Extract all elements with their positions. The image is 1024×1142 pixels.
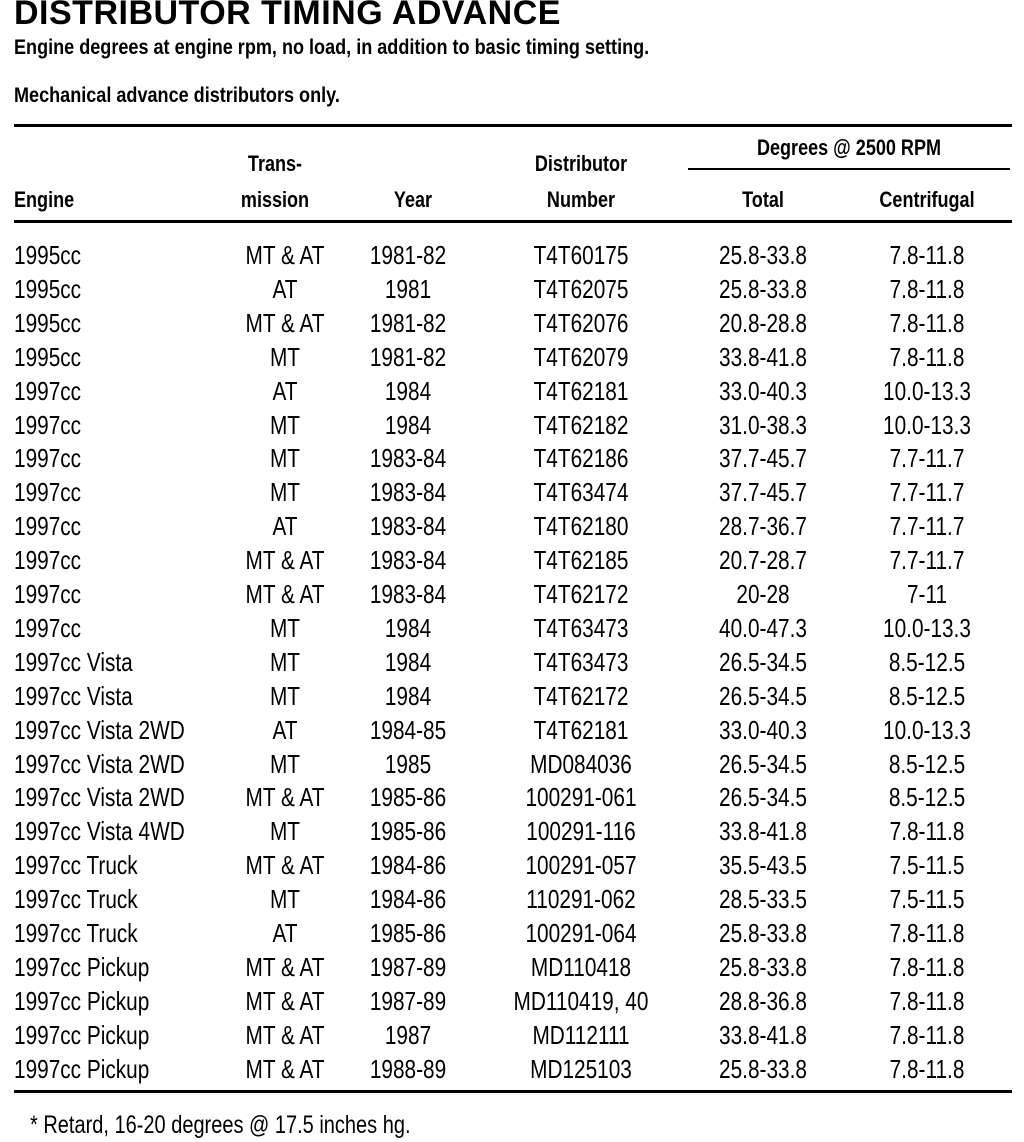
- cell-distributor-number: T4T63473: [533, 646, 629, 677]
- cell-engine: 1995cc: [14, 341, 82, 372]
- cell-engine: 1997cc Truck: [14, 918, 138, 948]
- cell-distributor-number: T4T62182: [533, 409, 629, 440]
- header-engine: Engine: [14, 187, 75, 212]
- cell-engine: 1997cc Pickup: [14, 1019, 150, 1050]
- cell-year: 1984-86: [369, 850, 447, 881]
- cell-distributor-number: 100291-064: [525, 918, 637, 948]
- cell-total-degrees: 20.8-28.8: [719, 307, 807, 338]
- cell-distributor-number: T4T62181: [533, 375, 629, 406]
- cell-year: 1985-86: [369, 816, 447, 847]
- cell-year: 1981-82: [369, 307, 447, 338]
- cell-centrifugal-degrees: 8.5-12.5: [888, 782, 966, 813]
- cell-total-degrees: 33.0-40.3: [719, 714, 807, 745]
- header-centrifugal: Centrifugal: [879, 187, 975, 212]
- cell-total-degrees: 20.7-28.7: [719, 545, 807, 576]
- header-distributor-line2: Number: [546, 187, 616, 212]
- cell-total-degrees: 25.8-33.8: [719, 273, 807, 304]
- cell-total-degrees: 26.5-34.5: [719, 748, 807, 779]
- cell-distributor-number: T4T62181: [533, 714, 629, 745]
- cell-transmission: MT: [269, 748, 301, 779]
- cell-engine: 1997cc: [14, 579, 82, 609]
- cell-engine: 1997cc: [14, 511, 82, 542]
- cell-transmission: MT: [269, 680, 301, 711]
- cell-centrifugal-degrees: 7.8-11.8: [889, 307, 965, 338]
- cell-centrifugal-degrees: 7-11: [906, 579, 948, 609]
- cell-year: 1985-86: [369, 782, 447, 813]
- cell-total-degrees: 33.8-41.8: [719, 816, 807, 847]
- cell-centrifugal-degrees: 10.0-13.3: [883, 612, 971, 643]
- cell-distributor-number: MD125103: [530, 1053, 632, 1084]
- cell-transmission: MT & AT: [245, 985, 325, 1016]
- table-row: [0, 950, 1024, 984]
- header-year: Year: [393, 187, 433, 212]
- cell-year: 1984: [384, 612, 432, 643]
- cell-year: 1983-84: [369, 511, 447, 542]
- cell-centrifugal-degrees: 7.8-11.8: [889, 985, 965, 1016]
- header-rule: [14, 220, 1012, 223]
- table-row: [0, 543, 1024, 577]
- cell-engine: 1995cc: [14, 240, 82, 270]
- cell-engine: 1997cc: [14, 545, 82, 576]
- cell-year: 1983-84: [369, 477, 447, 508]
- cell-total-degrees: 33.8-41.8: [719, 341, 807, 372]
- cell-engine: 1997cc Vista 2WD: [14, 748, 185, 779]
- cell-centrifugal-degrees: 7.8-11.8: [889, 240, 965, 270]
- cell-year: 1984-85: [369, 714, 447, 745]
- cell-total-degrees: 28.7-36.7: [719, 511, 807, 542]
- cell-engine: 1997cc Vista 2WD: [14, 714, 185, 745]
- table-row: [0, 780, 1024, 814]
- cell-year: 1984-86: [369, 884, 447, 915]
- cell-distributor-number: MD084036: [530, 748, 632, 779]
- cell-centrifugal-degrees: 8.5-12.5: [888, 748, 966, 779]
- cell-year: 1983-84: [369, 545, 447, 576]
- cell-transmission: MT: [269, 646, 301, 677]
- cell-centrifugal-degrees: 7.8-11.8: [889, 1019, 965, 1050]
- cell-engine: 1995cc: [14, 273, 82, 304]
- table-row: [0, 272, 1024, 306]
- cell-distributor-number: T4T62172: [533, 680, 629, 711]
- cell-year: 1987-89: [369, 951, 447, 982]
- cell-total-degrees: 25.8-33.8: [719, 918, 807, 948]
- cell-year: 1987-89: [369, 985, 447, 1016]
- cell-distributor-number: T4T63474: [533, 477, 629, 508]
- table-row: [0, 475, 1024, 509]
- cell-year: 1988-89: [369, 1053, 447, 1084]
- cell-transmission: MT & AT: [245, 951, 325, 982]
- subtitle-conditions: Engine degrees at engine rpm, no load, in addition to basic timing setting.: [14, 36, 650, 59]
- cell-engine: 1997cc: [14, 409, 82, 440]
- cell-distributor-number: 100291-061: [525, 782, 637, 813]
- cell-year: 1981: [384, 273, 432, 304]
- cell-centrifugal-degrees: 7.8-11.8: [889, 918, 965, 948]
- cell-transmission: MT: [269, 477, 301, 508]
- cell-year: 1983-84: [369, 579, 447, 609]
- cell-total-degrees: 33.8-41.8: [719, 1019, 807, 1050]
- table-row: [0, 984, 1024, 1018]
- cell-distributor-number: T4T62186: [533, 443, 629, 474]
- cell-transmission: AT: [272, 918, 298, 948]
- cell-distributor-number: T4T60175: [533, 240, 629, 270]
- table-row: [0, 441, 1024, 475]
- cell-engine: 1997cc Truck: [14, 850, 138, 881]
- cell-engine: 1997cc Pickup: [14, 951, 150, 982]
- table-row: [0, 916, 1024, 950]
- cell-year: 1987: [384, 1019, 432, 1050]
- cell-centrifugal-degrees: 10.0-13.3: [883, 375, 971, 406]
- cell-year: 1984: [384, 409, 432, 440]
- cell-year: 1981-82: [369, 240, 447, 270]
- page-title: DISTRIBUTOR TIMING ADVANCE: [14, 0, 561, 32]
- cell-transmission: MT: [269, 409, 301, 440]
- cell-total-degrees: 35.5-43.5: [719, 850, 807, 881]
- cell-engine: 1997cc: [14, 375, 82, 406]
- cell-total-degrees: 26.5-34.5: [719, 646, 807, 677]
- table-row: [0, 814, 1024, 848]
- table-row: [0, 882, 1024, 916]
- cell-distributor-number: MD110418: [530, 951, 632, 982]
- cell-centrifugal-degrees: 7.7-11.7: [889, 443, 965, 474]
- cell-distributor-number: MD110419, 40: [513, 985, 649, 1016]
- cell-transmission: MT & AT: [245, 1053, 325, 1084]
- cell-distributor-number: T4T62079: [533, 341, 629, 372]
- cell-transmission: MT & AT: [245, 782, 325, 813]
- cell-centrifugal-degrees: 10.0-13.3: [883, 714, 971, 745]
- cell-transmission: MT: [269, 884, 301, 915]
- cell-year: 1984: [384, 680, 432, 711]
- cell-year: 1983-84: [369, 443, 447, 474]
- cell-engine: 1997cc Vista 4WD: [14, 816, 185, 847]
- cell-distributor-number: 110291-062: [526, 884, 636, 915]
- table-row: [0, 509, 1024, 543]
- cell-total-degrees: 33.0-40.3: [719, 375, 807, 406]
- cell-year: 1984: [384, 646, 432, 677]
- cell-transmission: MT & AT: [245, 240, 325, 270]
- cell-distributor-number: T4T62076: [533, 307, 629, 338]
- cell-engine: 1995cc: [14, 307, 82, 338]
- cell-transmission: MT & AT: [245, 545, 325, 576]
- cell-centrifugal-degrees: 7.7-11.7: [889, 545, 965, 576]
- table-row: [0, 1018, 1024, 1052]
- cell-total-degrees: 37.7-45.7: [719, 443, 807, 474]
- cell-distributor-number: T4T63473: [533, 612, 629, 643]
- table-row: [0, 611, 1024, 645]
- table-row: [0, 306, 1024, 340]
- cell-centrifugal-degrees: 7.7-11.7: [889, 511, 965, 542]
- cell-transmission: MT & AT: [245, 307, 325, 338]
- table-row: [0, 577, 1024, 611]
- cell-centrifugal-degrees: 7.8-11.8: [889, 951, 965, 982]
- cell-total-degrees: 37.7-45.7: [719, 477, 807, 508]
- cell-year: 1981-82: [369, 341, 447, 372]
- cell-distributor-number: 100291-057: [525, 850, 637, 881]
- subtitle-scope: Mechanical advance distributors only.: [14, 84, 340, 107]
- table-row: [0, 679, 1024, 713]
- header-distributor-line1: Distributor: [534, 151, 628, 176]
- cell-distributor-number: 100291-116: [526, 816, 636, 847]
- cell-total-degrees: 25.8-33.8: [719, 1053, 807, 1084]
- cell-centrifugal-degrees: 10.0-13.3: [883, 409, 971, 440]
- table-row: [0, 645, 1024, 679]
- footnote: * Retard, 16-20 degrees @ 17.5 inches hg.: [30, 1111, 411, 1139]
- cell-engine: 1997cc Pickup: [14, 985, 150, 1016]
- cell-total-degrees: 20-28: [736, 579, 790, 609]
- cell-transmission: MT: [269, 443, 301, 474]
- header-transmission-line1: Trans-: [247, 151, 303, 176]
- cell-centrifugal-degrees: 7.8-11.8: [889, 1053, 965, 1084]
- cell-transmission: MT: [269, 816, 301, 847]
- cell-centrifugal-degrees: 7.8-11.8: [889, 273, 965, 304]
- cell-transmission: AT: [272, 714, 298, 745]
- cell-distributor-number: T4T62075: [533, 273, 629, 304]
- header-transmission-line2: mission: [240, 187, 310, 212]
- cell-transmission: AT: [272, 375, 298, 406]
- cell-distributor-number: T4T62180: [533, 511, 629, 542]
- cell-total-degrees: 40.0-47.3: [719, 612, 807, 643]
- cell-year: 1984: [384, 375, 432, 406]
- cell-distributor-number: T4T62185: [533, 545, 629, 576]
- cell-centrifugal-degrees: 8.5-12.5: [888, 646, 966, 677]
- cell-total-degrees: 28.8-36.8: [719, 985, 807, 1016]
- cell-engine: 1997cc: [14, 477, 82, 508]
- cell-engine: 1997cc: [14, 443, 82, 474]
- cell-transmission: MT & AT: [245, 850, 325, 881]
- cell-distributor-number: T4T62172: [533, 579, 629, 609]
- degrees-group-rule: [688, 168, 1010, 170]
- table-row: [0, 374, 1024, 408]
- cell-total-degrees: 25.8-33.8: [719, 240, 807, 270]
- cell-engine: 1997cc: [14, 612, 82, 643]
- cell-distributor-number: MD112111: [532, 1019, 630, 1050]
- cell-transmission: MT: [269, 612, 301, 643]
- table-row: [0, 1052, 1024, 1086]
- cell-transmission: AT: [272, 273, 298, 304]
- cell-centrifugal-degrees: 7.7-11.7: [889, 477, 965, 508]
- cell-engine: 1997cc Vista: [14, 646, 133, 677]
- cell-centrifugal-degrees: 7.5-11.5: [889, 884, 965, 915]
- table-top-rule: [14, 124, 1012, 127]
- table-row: [0, 408, 1024, 442]
- cell-transmission: MT & AT: [245, 579, 325, 609]
- table-row: [0, 848, 1024, 882]
- cell-total-degrees: 31.0-38.3: [719, 409, 807, 440]
- cell-centrifugal-degrees: 7.8-11.8: [889, 816, 965, 847]
- cell-centrifugal-degrees: 7.8-11.8: [889, 341, 965, 372]
- cell-total-degrees: 28.5-33.5: [719, 884, 807, 915]
- cell-transmission: MT & AT: [245, 1019, 325, 1050]
- table-row: [0, 238, 1024, 272]
- cell-year: 1985-86: [369, 918, 447, 948]
- table-bottom-rule: [14, 1090, 1012, 1093]
- cell-engine: 1997cc Truck: [14, 884, 138, 915]
- table-row: [0, 713, 1024, 747]
- table-row: [0, 340, 1024, 374]
- cell-engine: 1997cc Vista: [14, 680, 133, 711]
- cell-engine: 1997cc Vista 2WD: [14, 782, 185, 813]
- header-total: Total: [742, 187, 784, 212]
- cell-total-degrees: 26.5-34.5: [719, 680, 807, 711]
- table-row: [0, 747, 1024, 781]
- cell-centrifugal-degrees: 7.5-11.5: [889, 850, 965, 881]
- cell-engine: 1997cc Pickup: [14, 1053, 150, 1084]
- cell-centrifugal-degrees: 8.5-12.5: [888, 680, 966, 711]
- cell-year: 1985: [384, 748, 432, 779]
- cell-transmission: AT: [272, 511, 298, 542]
- cell-total-degrees: 26.5-34.5: [719, 782, 807, 813]
- cell-transmission: MT: [269, 341, 301, 372]
- header-degrees-group: Degrees @ 2500 RPM: [756, 135, 942, 160]
- cell-total-degrees: 25.8-33.8: [719, 951, 807, 982]
